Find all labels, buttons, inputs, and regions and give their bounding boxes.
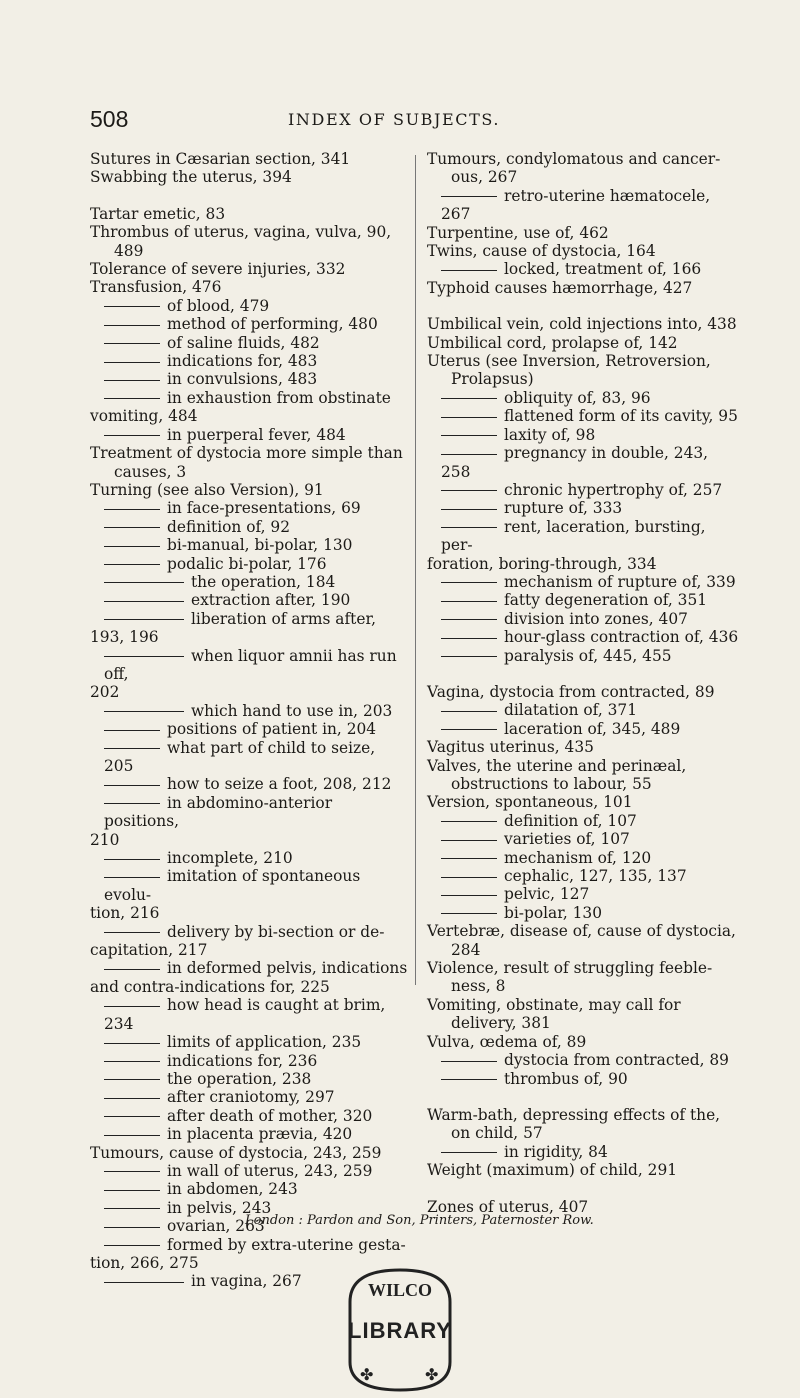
entry-text: Transfusion, 476 <box>90 278 222 297</box>
subentry-text: varieties of, 107 <box>504 830 630 849</box>
subentry-text: of blood, 479 <box>167 296 270 315</box>
subentry-text: pelvic, 127 <box>504 885 590 904</box>
subentry-text: imitation of spontaneous evolu- <box>104 867 361 904</box>
index-subentry <box>90 1180 408 1198</box>
ditto-dash <box>104 546 160 547</box>
ditto-dash <box>441 895 497 896</box>
index-subentry <box>427 1143 739 1161</box>
index-subentry <box>427 444 739 481</box>
subentry-text: in pelvis, 243 <box>167 1198 272 1217</box>
subentry-text: locked, treatment of, 166 <box>504 260 702 279</box>
entry-text: Warm-bath, depressing effects of the, on child, 57 <box>427 1105 721 1143</box>
ditto-dash <box>441 601 497 602</box>
ditto-dash <box>104 803 160 804</box>
subentry-text: rent, laceration, bursting, per- <box>441 517 706 555</box>
index-entry <box>427 793 739 811</box>
library-stamp <box>330 1262 470 1394</box>
ditto-dash <box>104 1227 160 1228</box>
index-subentry <box>90 647 408 702</box>
index-subentry <box>90 370 408 388</box>
subentry-text: in abdomen, 243 <box>167 1180 298 1199</box>
index-subentry <box>427 260 739 278</box>
subentry-text: which hand to use in, 203 <box>191 701 393 720</box>
ditto-dash <box>104 1190 160 1191</box>
index-entry <box>427 1161 739 1179</box>
ditto-dash <box>104 509 160 510</box>
subentry-text: formed by extra-uterine gesta- <box>167 1235 406 1254</box>
subentry-text: cephalic, 127, 135, 137 <box>504 867 687 886</box>
subentry-text: of saline fluids, 482 <box>167 333 320 352</box>
ditto-dash <box>441 1061 497 1062</box>
index-subentry <box>90 775 408 793</box>
subentry-text: fatty degeneration of, 351 <box>504 591 708 610</box>
entry-text: Vulva, œdema of, 89 <box>427 1032 587 1051</box>
ditto-dash <box>104 1006 160 1007</box>
subentry-text: in placenta prævia, 420 <box>167 1125 353 1144</box>
entry-text: Uterus (see Inversion, Retroversion, Prolapsus) <box>427 352 711 389</box>
index-entry <box>90 278 408 296</box>
index-subentry <box>427 187 739 224</box>
index-subentry <box>90 1107 408 1125</box>
index-subentry <box>90 959 408 996</box>
subentry-text: in exhaustion from obstinate <box>167 388 391 407</box>
index-subentry <box>427 647 739 665</box>
ditto-dash <box>104 730 160 731</box>
ditto-dash <box>104 1079 160 1080</box>
index-entry <box>427 738 739 756</box>
subentry-text: in deformed pelvis, indications <box>167 959 408 978</box>
ditto-dash <box>104 398 160 399</box>
subentry-continuation: 210 <box>90 830 120 849</box>
ditto-dash <box>104 380 160 381</box>
ditto-dash <box>441 711 497 712</box>
subentry-text: flattened form of its cavity, 95 <box>504 407 738 426</box>
ditto-dash <box>104 877 160 878</box>
subentry-text: in puerperal fever, 484 <box>167 425 346 444</box>
ditto-dash <box>104 619 184 620</box>
index-entry <box>427 279 739 297</box>
subentry-text: after craniotomy, 297 <box>167 1088 335 1107</box>
ditto-dash <box>104 1245 160 1246</box>
ditto-dash <box>104 656 184 657</box>
subentry-text: in wall of uterus, 243, 259 <box>167 1161 373 1180</box>
entry-text: Twins, cause of dystocia, 164 <box>427 242 656 261</box>
ditto-dash <box>441 840 497 841</box>
index-entry <box>427 242 739 260</box>
subentry-text: the operation, 238 <box>167 1069 312 1088</box>
subentry-text: when liquor amnii has run off, <box>104 646 397 683</box>
stamp-ornament-left-icon: ✤ <box>360 1365 374 1384</box>
subentry-continuation: vomiting, 484 <box>90 407 198 426</box>
stamp-top-text: WILCO <box>367 1280 433 1300</box>
subentry-text: incomplete, 210 <box>167 849 293 868</box>
ditto-dash <box>104 1061 160 1062</box>
index-subentry <box>427 885 739 903</box>
index-column-right <box>427 150 739 1216</box>
index-subentry <box>427 407 739 425</box>
index-entry <box>90 205 408 223</box>
subentry-text: paralysis of, 445, 455 <box>504 646 672 665</box>
subentry-text: division into zones, 407 <box>504 609 688 628</box>
index-entry <box>427 996 739 1033</box>
subentry-text: bi-manual, bi-polar, 130 <box>167 536 353 555</box>
subentry-continuation: foration, boring-through, 334 <box>427 554 657 573</box>
section-gap <box>427 297 739 315</box>
entry-text: Thrombus of uterus, vagina, vulva, 90, 489 <box>90 223 392 260</box>
stamp-label: LIBRARY <box>348 1318 452 1343</box>
index-subentry <box>427 1070 739 1088</box>
running-title: INDEX OF SUBJECTS. <box>288 110 501 129</box>
section-gap <box>427 665 739 683</box>
index-subentry <box>427 591 739 609</box>
ditto-dash <box>441 821 497 822</box>
index-subentry <box>90 334 408 352</box>
index-subentry <box>427 867 739 885</box>
index-entry <box>427 959 739 996</box>
ditto-dash <box>441 270 497 271</box>
entry-text: Zones of uterus, 407 <box>427 1197 589 1216</box>
subentry-text: in convulsions, 483 <box>167 370 318 389</box>
subentry-text: dystocia from contracted, 89 <box>504 1051 729 1070</box>
subentry-text: positions of patient in, 204 <box>167 720 377 739</box>
entry-text: Violence, result of struggling feeble- ness, 8 <box>427 959 713 996</box>
subentry-text: the operation, 184 <box>191 572 336 591</box>
subentry-text: hour-glass contraction of, 436 <box>504 628 739 647</box>
index-entry <box>90 168 408 186</box>
subentry-continuation: and contra-indications for, 225 <box>90 977 330 996</box>
entry-text: Turpentine, use of, 462 <box>427 223 609 242</box>
entry-text: Swabbing the uterus, 394 <box>90 168 292 187</box>
printer-imprint: London : Pardon and Son, Printers, Paternoster Row. <box>245 1213 594 1228</box>
index-subentry <box>90 1162 408 1180</box>
ditto-dash <box>104 969 160 970</box>
ditto-dash <box>104 564 160 565</box>
entry-text: Vomiting, obstinate, may call for delivery, 381 <box>427 995 681 1033</box>
subentry-text: rupture of, 333 <box>504 499 623 518</box>
entry-text: Tumours, cause of dystocia, 243, 259 <box>90 1143 382 1162</box>
index-entry <box>90 444 408 481</box>
index-subentry <box>427 573 739 591</box>
ditto-dash <box>441 398 497 399</box>
ditto-dash <box>441 527 497 528</box>
ditto-dash <box>104 435 160 436</box>
ditto-dash <box>441 454 497 455</box>
subentry-text: ovarian, 263 <box>167 1217 265 1236</box>
index-entry <box>427 352 739 389</box>
index-subentry <box>90 1033 408 1051</box>
index-subentry <box>427 389 739 407</box>
subentry-text: after death of mother, 320 <box>167 1106 373 1125</box>
subentry-text: laceration of, 345, 489 <box>504 719 681 738</box>
entry-text: Vagitus uterinus, 435 <box>427 738 594 757</box>
index-subentry <box>90 555 408 573</box>
entry-text: Valves, the uterine and perinæal, obstructions to labour, 55 <box>427 756 687 793</box>
subentry-continuation: capitation, 217 <box>90 941 208 960</box>
index-entry <box>427 224 739 242</box>
ditto-dash <box>441 858 497 859</box>
ditto-dash <box>441 509 497 510</box>
ditto-dash <box>104 1043 160 1044</box>
section-gap <box>427 1088 739 1106</box>
subentry-text: in face-presentations, 69 <box>167 499 361 518</box>
index-subentry <box>90 573 408 591</box>
ditto-dash <box>104 1135 160 1136</box>
index-subentry <box>90 1088 408 1106</box>
index-subentry <box>90 1125 408 1143</box>
index-subentry <box>90 739 408 776</box>
subentry-text: indications for, 236 <box>167 1051 318 1070</box>
entry-text: Umbilical vein, cold injections into, 438 <box>427 315 737 334</box>
ditto-dash <box>104 582 184 583</box>
index-subentry <box>90 426 408 444</box>
entry-text: Version, spontaneous, 101 <box>427 793 633 812</box>
index-subentry <box>90 536 408 554</box>
ditto-dash <box>441 1152 497 1153</box>
index-subentry <box>427 1051 739 1069</box>
ditto-dash <box>441 877 497 878</box>
index-subentry <box>90 389 408 426</box>
index-subentry <box>427 499 739 517</box>
subentry-text: in abdomino-anterior positions, <box>104 793 333 831</box>
index-entry <box>90 481 408 499</box>
column-divider <box>415 155 416 985</box>
ditto-dash <box>104 1098 160 1099</box>
index-subentry <box>427 812 739 830</box>
subentry-text: obliquity of, 83, 96 <box>504 388 651 407</box>
entry-text: Typhoid causes hæmorrhage, 427 <box>427 278 693 297</box>
subentry-text: mechanism of, 120 <box>504 848 652 867</box>
ditto-dash <box>104 306 160 307</box>
index-subentry <box>427 628 739 646</box>
ditto-dash <box>104 527 160 528</box>
index-entry <box>90 260 408 278</box>
subentry-text: definition of, 107 <box>504 811 637 830</box>
subentry-text: indications for, 483 <box>167 352 318 371</box>
ditto-dash <box>104 343 160 344</box>
index-subentry <box>427 518 739 573</box>
ditto-dash <box>104 362 160 363</box>
subentry-text: what part of child to seize, 205 <box>104 738 376 775</box>
index-subentry <box>90 996 408 1033</box>
index-subentry <box>90 315 408 333</box>
ditto-dash <box>104 859 160 860</box>
entry-text: Turning (see also Version), 91 <box>90 480 324 499</box>
entry-text: Tartar emetic, 83 <box>90 204 226 223</box>
index-subentry <box>427 610 739 628</box>
entry-text: Sutures in Cæsarian section, 341 <box>90 150 351 168</box>
index-subentry <box>427 481 739 499</box>
ditto-dash <box>441 729 497 730</box>
ditto-dash <box>441 913 497 914</box>
entry-text: Weight (maximum) of child, 291 <box>427 1161 678 1180</box>
ditto-dash <box>104 1208 160 1209</box>
subentry-text: delivery by bi-section or de- <box>167 922 385 941</box>
index-entry <box>427 922 739 959</box>
index-entry <box>427 150 739 187</box>
ditto-dash <box>441 1079 497 1080</box>
index-entry <box>427 334 739 352</box>
entry-text: Tumours, condylomatous and cancer- ous, 267 <box>427 150 721 187</box>
entry-text: Vertebræ, disease of, cause of dystocia, 284 <box>427 922 736 959</box>
index-subentry <box>90 1070 408 1088</box>
subentry-text: limits of application, 235 <box>167 1033 362 1052</box>
stamp-ornament-right-icon: ✤ <box>425 1365 439 1384</box>
index-entry <box>427 683 739 701</box>
index-subentry <box>90 1052 408 1070</box>
ditto-dash <box>441 582 497 583</box>
ditto-dash <box>441 638 497 639</box>
subentry-text: in rigidity, 84 <box>504 1142 608 1161</box>
index-subentry <box>427 701 739 719</box>
subentry-continuation: tion, 216 <box>90 904 160 923</box>
index-subentry <box>90 352 408 370</box>
subentry-text: definition of, 92 <box>167 517 291 536</box>
subentry-text: podalic bi-polar, 176 <box>167 554 327 573</box>
index-subentry <box>90 923 408 960</box>
index-entry <box>427 315 739 333</box>
ditto-dash <box>104 1282 184 1283</box>
index-subentry <box>427 830 739 848</box>
subentry-text: method of performing, 480 <box>167 315 378 334</box>
ditto-dash <box>104 1116 160 1117</box>
ditto-dash <box>441 435 497 436</box>
ditto-dash <box>104 325 160 326</box>
index-entry <box>427 1033 739 1051</box>
subentry-text: how to seize a foot, 208, 212 <box>167 775 392 794</box>
page-header <box>90 106 730 136</box>
subentry-continuation: 202 <box>90 683 120 702</box>
page-number: 508 <box>90 106 129 132</box>
subentry-text: dilatation of, 371 <box>504 701 637 720</box>
index-subentry <box>90 499 408 517</box>
index-subentry <box>90 867 408 922</box>
ditto-dash <box>104 932 160 933</box>
ditto-dash <box>441 196 497 197</box>
subentry-text: in vagina, 267 <box>191 1272 302 1291</box>
index-subentry <box>427 720 739 738</box>
ditto-dash <box>104 601 184 602</box>
index-subentry <box>90 591 408 609</box>
subentry-text: liberation of arms after, <box>191 609 377 628</box>
subentry-continuation: 193, 196 <box>90 628 159 647</box>
subentry-text: how head is caught at brim, 234 <box>104 996 386 1033</box>
subentry-text: mechanism of rupture of, 339 <box>504 572 736 591</box>
entry-text: Tolerance of severe injuries, 332 <box>90 260 346 279</box>
index-subentry <box>427 849 739 867</box>
ditto-dash <box>104 785 160 786</box>
index-subentry <box>90 794 408 849</box>
index-entry <box>427 1106 739 1143</box>
index-subentry <box>90 720 408 738</box>
index-entry <box>427 757 739 794</box>
entry-text: Vagina, dystocia from contracted, 89 <box>427 682 715 701</box>
subentry-text: bi-polar, 130 <box>504 903 603 922</box>
ditto-dash <box>104 711 184 712</box>
entry-text: Treatment of dystocia more simple than causes, 3 <box>90 444 403 481</box>
ditto-dash <box>441 656 497 657</box>
ditto-dash <box>104 748 160 749</box>
index-subentry <box>427 904 739 922</box>
subentry-text: pregnancy in double, 243, 258 <box>441 444 709 481</box>
ditto-dash <box>441 619 497 620</box>
index-entry <box>90 1144 408 1162</box>
index-column-left <box>90 150 408 1291</box>
subentry-text: laxity of, 98 <box>504 425 596 444</box>
index-subentry <box>90 518 408 536</box>
index-subentry <box>90 610 408 647</box>
ditto-dash <box>441 417 497 418</box>
index-subentry <box>90 702 408 720</box>
subentry-continuation: tion, 266, 275 <box>90 1253 199 1272</box>
ditto-dash <box>441 490 497 491</box>
index-subentry <box>427 426 739 444</box>
entry-text: Umbilical cord, prolapse of, 142 <box>427 333 678 352</box>
subentry-text: chronic hypertrophy of, 257 <box>504 480 723 499</box>
section-gap <box>427 1180 739 1198</box>
index-entry <box>90 150 408 168</box>
section-gap <box>90 187 408 205</box>
index-entry <box>90 223 408 260</box>
subentry-text: extraction after, 190 <box>191 591 351 610</box>
subentry-text: retro-uterine hæmatocele, 267 <box>441 186 711 224</box>
index-subentry <box>90 297 408 315</box>
subentry-text: thrombus of, 90 <box>504 1069 628 1088</box>
index-subentry <box>90 849 408 867</box>
ditto-dash <box>104 1171 160 1172</box>
